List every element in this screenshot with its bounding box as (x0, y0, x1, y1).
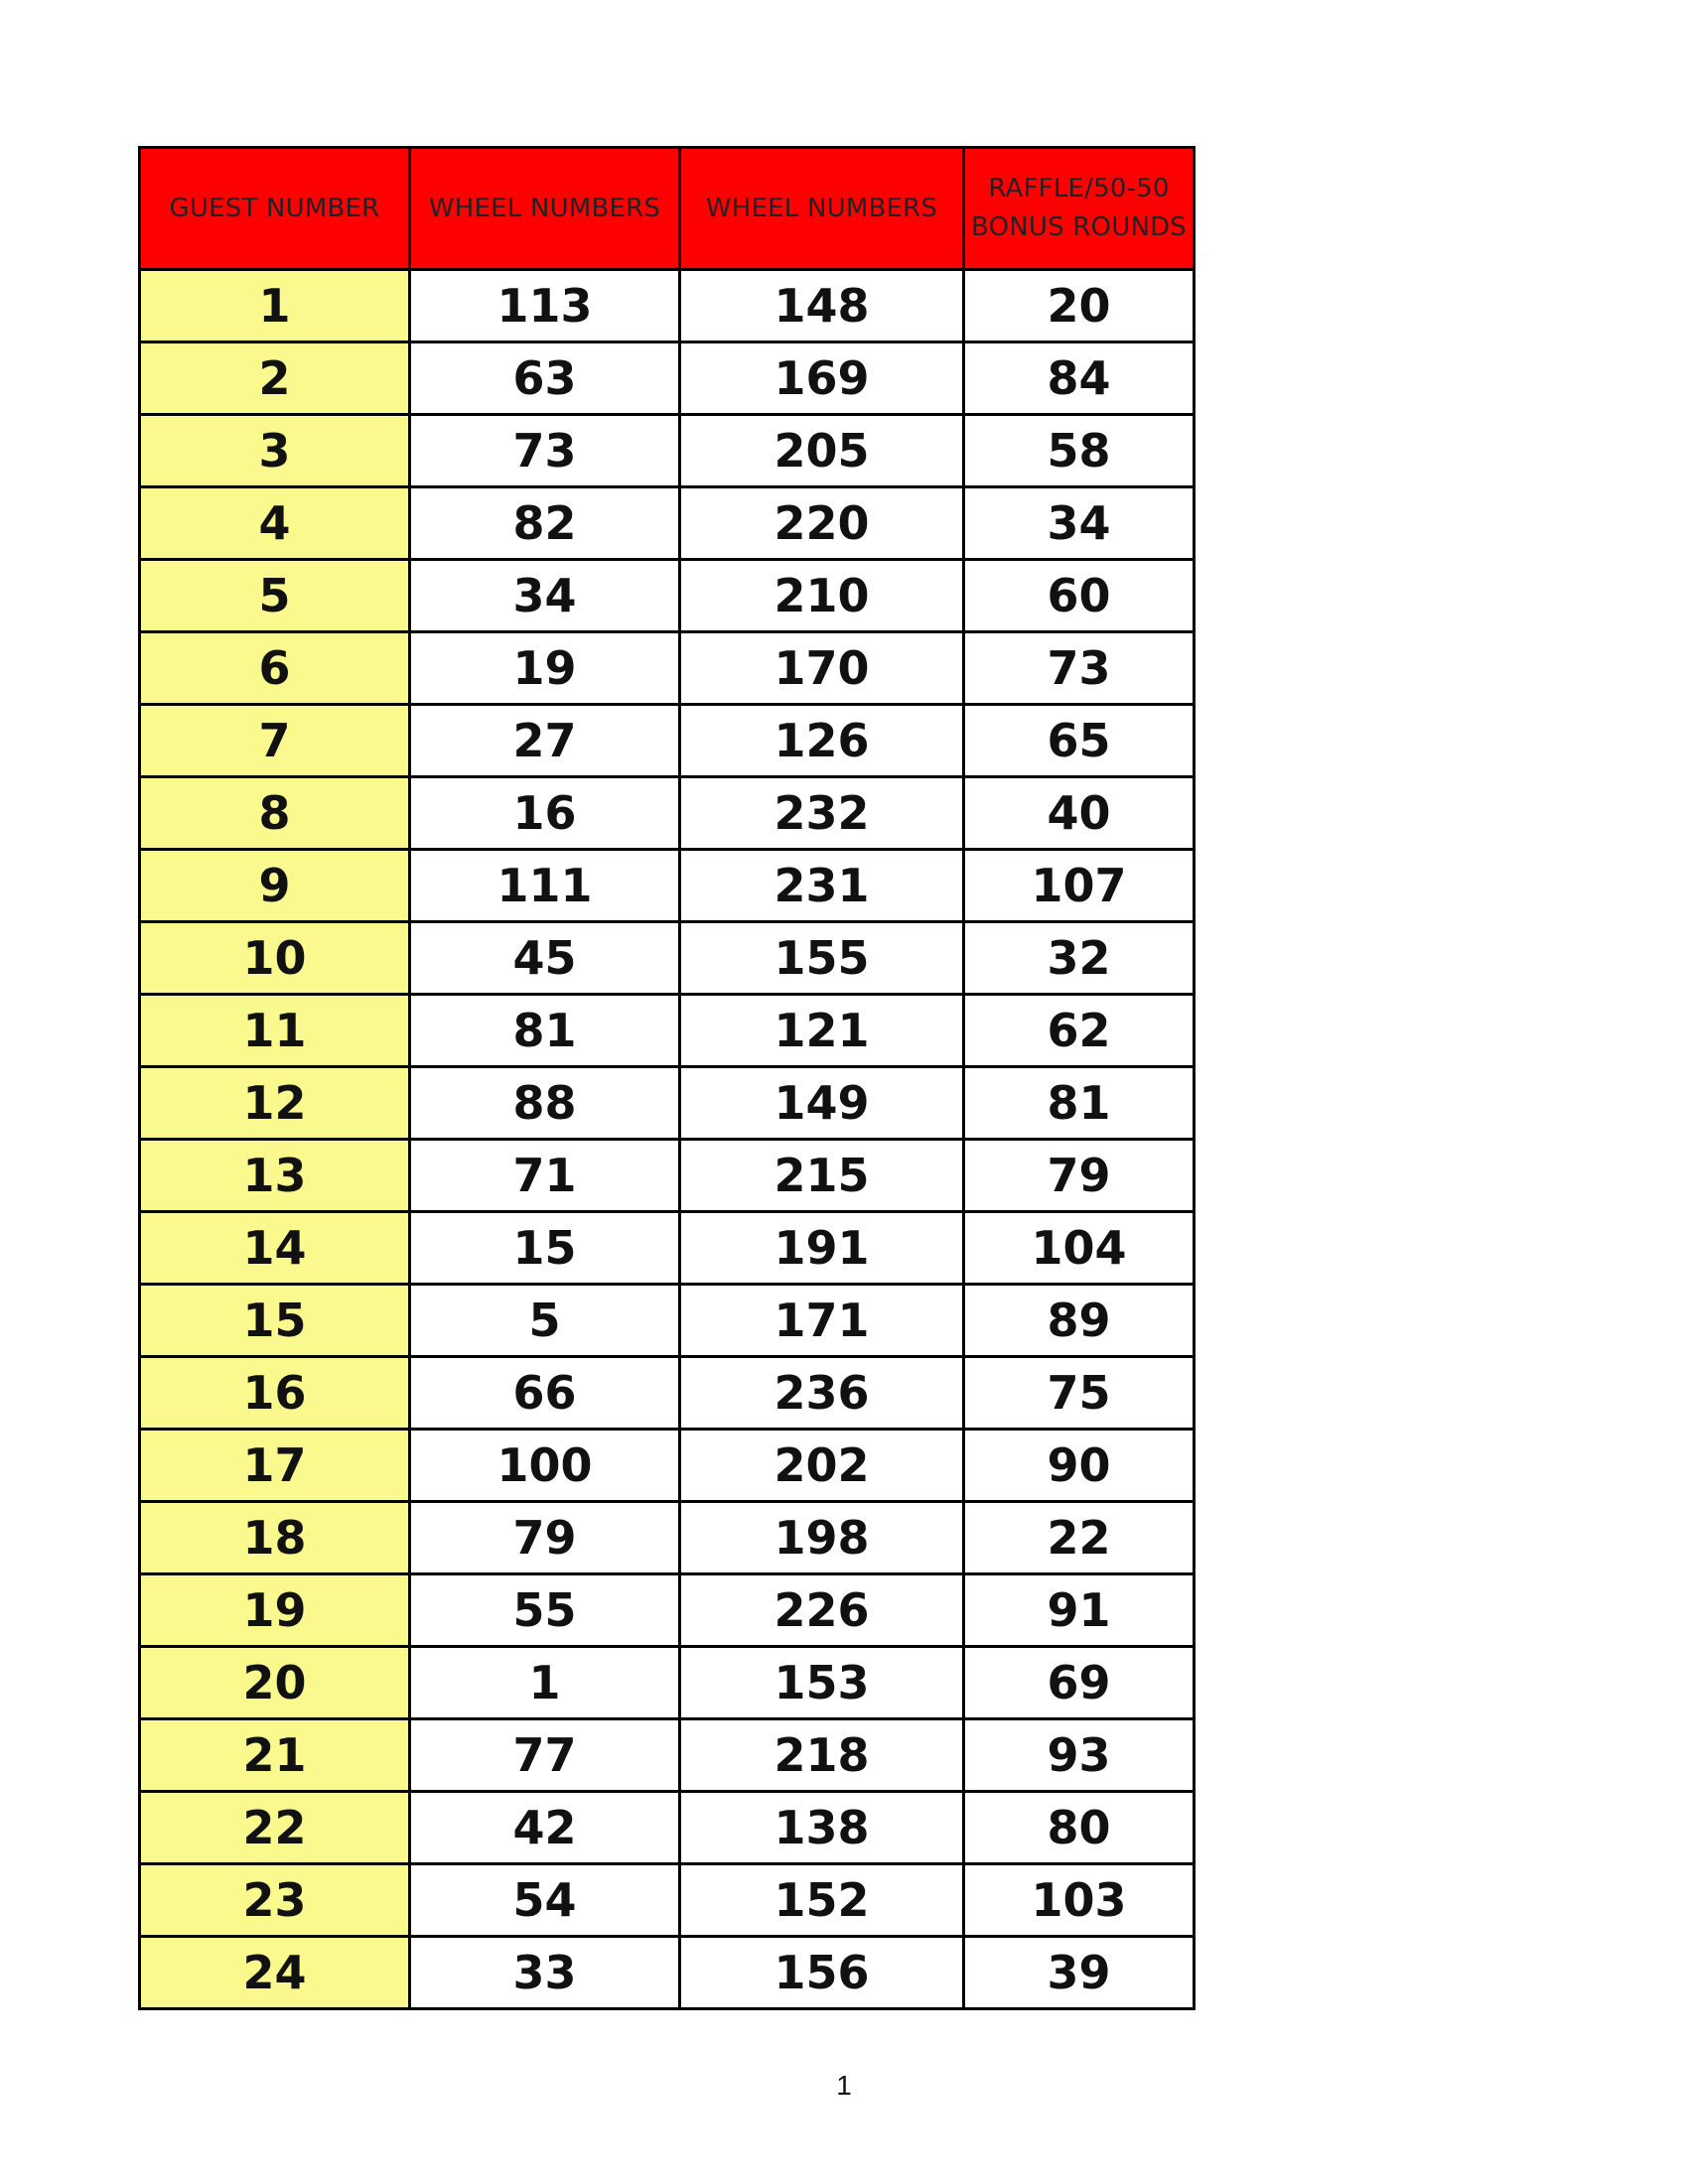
table-row (140, 1719, 1195, 1792)
wheel-number-2-cell: 156 (680, 1937, 964, 2009)
header-guest-number: GUEST NUMBER (140, 148, 410, 270)
table-row (140, 1647, 1195, 1719)
guest-number-cell: 15 (140, 1285, 410, 1357)
table-row (140, 1212, 1195, 1285)
wheel-number-1-cell: 15 (410, 1212, 680, 1285)
raffle-bonus-cell: 89 (964, 1285, 1195, 1357)
table-row (140, 415, 1195, 487)
guest-number-cell: 17 (140, 1430, 410, 1502)
wheel-number-2-cell: 171 (680, 1285, 964, 1357)
table-row (140, 1864, 1195, 1937)
wheel-number-1-cell: 42 (410, 1792, 680, 1864)
raffle-bonus-cell: 20 (964, 270, 1195, 342)
wheel-number-2-cell: 191 (680, 1212, 964, 1285)
table-row (140, 1430, 1195, 1502)
table-row (140, 1067, 1195, 1140)
wheel-number-1-cell: 66 (410, 1357, 680, 1430)
wheel-number-2-cell: 153 (680, 1647, 964, 1719)
table-row (140, 1285, 1195, 1357)
wheel-number-1-cell: 16 (410, 777, 680, 850)
wheel-number-1-cell: 19 (410, 632, 680, 705)
wheel-number-1-cell: 82 (410, 487, 680, 560)
raffle-bonus-cell: 91 (964, 1574, 1195, 1647)
raffle-bonus-cell: 39 (964, 1937, 1195, 2009)
raffle-bonus-cell: 22 (964, 1502, 1195, 1574)
raffle-bonus-cell: 103 (964, 1864, 1195, 1937)
guest-number-cell: 9 (140, 850, 410, 922)
guest-number-cell: 1 (140, 270, 410, 342)
table-row (140, 922, 1195, 995)
raffle-bonus-cell: 34 (964, 487, 1195, 560)
guest-number-cell: 14 (140, 1212, 410, 1285)
table-row (140, 1140, 1195, 1212)
guest-numbers-table (138, 146, 1196, 2010)
table-row (140, 342, 1195, 415)
guest-number-cell: 3 (140, 415, 410, 487)
raffle-bonus-cell: 58 (964, 415, 1195, 487)
table-row (140, 560, 1195, 632)
wheel-number-1-cell: 54 (410, 1864, 680, 1937)
guest-number-cell: 4 (140, 487, 410, 560)
wheel-number-2-cell: 232 (680, 777, 964, 850)
table-row (140, 777, 1195, 850)
guest-number-cell: 5 (140, 560, 410, 632)
wheel-number-1-cell: 88 (410, 1067, 680, 1140)
table-row (140, 1937, 1195, 2009)
guest-number-cell: 8 (140, 777, 410, 850)
wheel-number-1-cell: 71 (410, 1140, 680, 1212)
wheel-number-2-cell: 215 (680, 1140, 964, 1212)
raffle-bonus-cell: 107 (964, 850, 1195, 922)
wheel-number-2-cell: 231 (680, 850, 964, 922)
table-row (140, 1574, 1195, 1647)
table-row (140, 705, 1195, 777)
page-number: 1 (836, 2070, 852, 2101)
table-row (140, 1792, 1195, 1864)
wheel-number-1-cell: 55 (410, 1574, 680, 1647)
guest-number-cell: 22 (140, 1792, 410, 1864)
table-row (140, 995, 1195, 1067)
wheel-number-1-cell: 77 (410, 1719, 680, 1792)
guest-number-cell: 18 (140, 1502, 410, 1574)
wheel-number-1-cell: 111 (410, 850, 680, 922)
wheel-number-1-cell: 33 (410, 1937, 680, 2009)
guest-number-cell: 19 (140, 1574, 410, 1647)
raffle-bonus-cell: 80 (964, 1792, 1195, 1864)
wheel-number-1-cell: 34 (410, 560, 680, 632)
wheel-number-1-cell: 79 (410, 1502, 680, 1574)
guest-number-cell: 21 (140, 1719, 410, 1792)
wheel-number-2-cell: 202 (680, 1430, 964, 1502)
wheel-number-2-cell: 226 (680, 1574, 964, 1647)
wheel-number-2-cell: 149 (680, 1067, 964, 1140)
raffle-bonus-cell: 79 (964, 1140, 1195, 1212)
wheel-number-2-cell: 198 (680, 1502, 964, 1574)
raffle-bonus-cell: 69 (964, 1647, 1195, 1719)
wheel-number-1-cell: 1 (410, 1647, 680, 1719)
wheel-number-1-cell: 73 (410, 415, 680, 487)
guest-number-cell: 12 (140, 1067, 410, 1140)
header-wheel-numbers-2: WHEEL NUMBERS (680, 148, 964, 270)
header-raffle-bonus-rounds: RAFFLE/50-50 BONUS ROUNDS (964, 148, 1195, 270)
raffle-bonus-cell: 73 (964, 632, 1195, 705)
raffle-bonus-cell: 84 (964, 342, 1195, 415)
guest-number-cell: 24 (140, 1937, 410, 2009)
wheel-number-1-cell: 27 (410, 705, 680, 777)
wheel-number-2-cell: 169 (680, 342, 964, 415)
wheel-number-2-cell: 220 (680, 487, 964, 560)
header-row (140, 148, 1195, 270)
raffle-bonus-cell: 75 (964, 1357, 1195, 1430)
guest-number-cell: 7 (140, 705, 410, 777)
guest-number-cell: 11 (140, 995, 410, 1067)
table-row (140, 850, 1195, 922)
guest-number-cell: 13 (140, 1140, 410, 1212)
wheel-number-2-cell: 148 (680, 270, 964, 342)
guest-number-cell: 6 (140, 632, 410, 705)
table-row (140, 632, 1195, 705)
wheel-number-1-cell: 45 (410, 922, 680, 995)
raffle-bonus-cell: 81 (964, 1067, 1195, 1140)
raffle-bonus-cell: 93 (964, 1719, 1195, 1792)
raffle-bonus-cell: 40 (964, 777, 1195, 850)
wheel-number-1-cell: 113 (410, 270, 680, 342)
raffle-bonus-cell: 32 (964, 922, 1195, 995)
guest-number-cell: 20 (140, 1647, 410, 1719)
wheel-number-2-cell: 210 (680, 560, 964, 632)
header-wheel-numbers-1: WHEEL NUMBERS (410, 148, 680, 270)
wheel-number-2-cell: 205 (680, 415, 964, 487)
wheel-number-1-cell: 100 (410, 1430, 680, 1502)
raffle-bonus-cell: 90 (964, 1430, 1195, 1502)
table-row (140, 487, 1195, 560)
wheel-number-2-cell: 152 (680, 1864, 964, 1937)
table-row (140, 1357, 1195, 1430)
raffle-bonus-cell: 65 (964, 705, 1195, 777)
raffle-bonus-cell: 60 (964, 560, 1195, 632)
wheel-number-1-cell: 5 (410, 1285, 680, 1357)
wheel-number-2-cell: 138 (680, 1792, 964, 1864)
wheel-number-2-cell: 218 (680, 1719, 964, 1792)
table-body (140, 270, 1195, 2009)
guest-number-cell: 2 (140, 342, 410, 415)
wheel-number-2-cell: 121 (680, 995, 964, 1067)
guest-number-cell: 10 (140, 922, 410, 995)
table-row (140, 1502, 1195, 1574)
guest-number-cell: 23 (140, 1864, 410, 1937)
wheel-number-1-cell: 63 (410, 342, 680, 415)
wheel-number-2-cell: 236 (680, 1357, 964, 1430)
wheel-number-2-cell: 126 (680, 705, 964, 777)
raffle-bonus-cell: 104 (964, 1212, 1195, 1285)
guest-number-cell: 16 (140, 1357, 410, 1430)
table-row (140, 270, 1195, 342)
wheel-number-1-cell: 81 (410, 995, 680, 1067)
wheel-number-2-cell: 170 (680, 632, 964, 705)
raffle-bonus-cell: 62 (964, 995, 1195, 1067)
wheel-number-2-cell: 155 (680, 922, 964, 995)
